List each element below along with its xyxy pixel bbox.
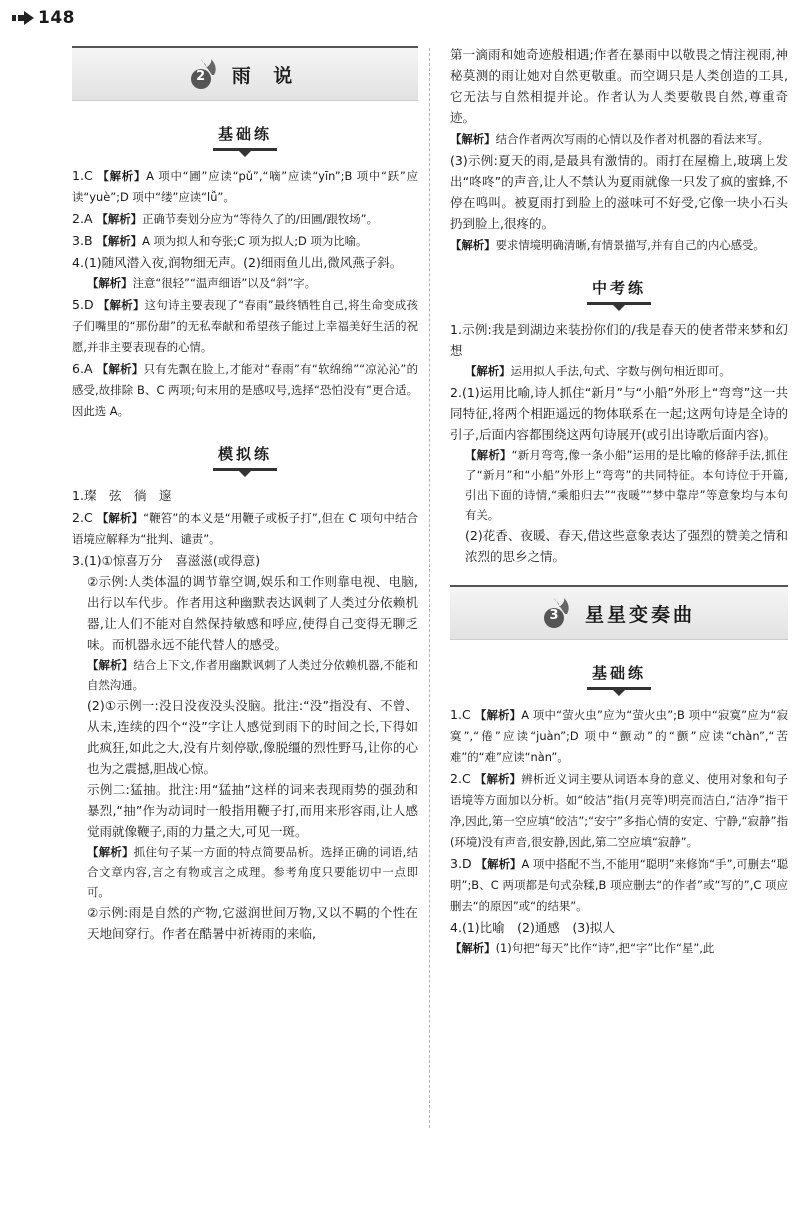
answer-item: 1.C 【解析】A 项中“萤火虫”应为“萤火虫”;B 项中“寂寞”应为“寂寞”,“倦”应读“juàn”;D 项中“颤动”的“颤”应读“chàn”,“苦难”的“难”应读“nàn”。 (450, 707, 788, 764)
answer-item: 1.示例:我是到湖边来装扮你们的/我是春天的使者带来梦和幻想 【解析】运用拟人手法,句式、字数与例句相近即可。 (450, 319, 788, 381)
section-title: 雨 说 (231, 64, 301, 87)
answer-paragraph: (2)①示例一:没日没夜没头没脑。批注:“没”指没有、不曾、从未,连续的四个“没”字让人感觉到雨下的时间之长,下得如此疯狂,如此之大,没有片刻停歇,像脱缰的烈性野马,让你的心也为之震撼,胆战心惊。 (87, 698, 418, 776)
sub-header-label: 中考练 (591, 279, 646, 297)
page-number-text: 148 (38, 8, 75, 28)
answer-item: 3.B 【解析】A 项为拟人和夸张;C 项为拟人;D 项为比喻。 (72, 233, 368, 248)
answer-paragraph: (2)花香、夜暖、春天,借这些意象表达了强烈的赞美之情和浓烈的思乡之情。 (465, 528, 788, 564)
answer-paragraph: ②示例:雨是自然的产物,它滋润世间万物,又以不羁的个性在天地间穿行。作者在酷暑中祈祷雨的来临, (87, 905, 418, 941)
answer-item: 2.C 【解析】辨析近义词主要从词语本身的意义、使用对象和句子语境等方面加以分析。如“皎洁”指(月亮等)明亮而洁白,“洁净”指干净,因此,第一空应填“皎洁”;“安宁”多指心情的安定、宁静,“寂静”指(环境)没有声音,很安静,因此,第二空应填“寂静”。 (450, 771, 788, 849)
answer-item: 4.(1)比喻 (2)通感 (3)拟人 【解析】(1)句把“每天”比作“诗”,把“字”比作“星”,此 (450, 917, 788, 958)
explanation: 【解析】注意“很轻”“温声细语”以及“斜”字。 (87, 276, 317, 290)
answer-item: 6.A 【解析】只有先飘在脸上,才能对“春雨”有“软绵绵”“凉沁沁”的感受,故排除 B、C 两项;句末用的是感叹号,选择“恐怕没有”更合适。因此选 A。 (72, 361, 418, 418)
answer-item: 2.(1)运用比喻,诗人抓住“新月”与“小船”外形上“弯弯”这一共同特征,将两个相距遥远的物体联系在一起;这两句诗是全诗的引子,后面内容都围绕这两句诗展开(或引出诗歌后面内容)。 【解析】“新月弯弯,像一条小船”运用的是比喻的修辞手法,抓住了“新月”和“小船”外形上“弯弯”的共同特征。本句诗位于开篇,引出下面的诗情,“乘船归去”“夜暖”“梦中靠岸”等意象均与本句有关。 (2)花香、夜暖、春天,借这些意象表达了强烈的赞美之情和浓烈的思乡之情。 (450, 382, 788, 567)
sub-header-jichu (450, 662, 788, 690)
section-header-2 (72, 46, 418, 101)
section-header-3 (450, 585, 788, 640)
answer-item: 1.C 【解析】A 项中“圃”应读“pǔ”,“嘀”应读“yīn”;B 项中“跃”应读“yuè”;D 项中“缕”应读“lǚ”。 (72, 168, 418, 204)
answer-item: 3.(1)①惊喜万分 喜滋滋(或得意) ②示例:人类体温的调节靠空调,娱乐和工作则靠电视、电脑,出行以车代步。作者用这种幽默表达讽刺了人类过分依赖机器,让人们不能对自然保持敏感和呼应,使得自己变得无聊乏味。而机器永远不能代替人的感受。 【解析】结合上下文,作者用幽默讽刺了人类过分依赖机器,不能和自然沟通。 (2)①示例一:没日没夜没头没脑。批注:“没”指没有、不曾、从未,连续的四个“没”字让人感觉到雨下的时间之长,下得如此疯狂,如此之大,没有片刻停歇,像脱缰的烈性野马,让你的心也为之震撼,胆战心惊。 示例二:猛抽。批注:用“猛抽”这样的词来表现雨势的强劲和暴烈,“抽”作为动词时一般指用鞭子打,而用来形容雨,让人感觉雨就像鞭子,雨的力量之大,可见一斑。 【解析】抓住句子某一方面的特点简要品析。选择正确的词语,结合文章内容,言之有物或言之成理。参考角度只要能切中一点即可。 ②示例:雨是自然的产物,它滋润世间万物,又以不羁的个性在天地间穿行。作者在酷暑中祈祷雨的来临, (72, 550, 418, 944)
answer-item: 3.D 【解析】A 项中搭配不当,不能用“聪明”来修饰“手”,可删去“聪明”;B、C 两项都是句式杂糅,B 项应删去“的作者”或“写的”,C 项应删去“的原因”或“的结果”。 (450, 856, 788, 913)
sub-header-label: 基础练 (217, 125, 272, 143)
right-column (450, 44, 788, 959)
explanation: 【解析】(1)句把“每天”比作“诗”,把“字”比作“星”,此 (450, 941, 715, 955)
answer-item: 2.A 【解析】正确节奏划分应为“等待久了的/田圃/跟牧场”。 (72, 211, 378, 226)
sub-header-marker (213, 468, 277, 471)
section-badge: 2 (190, 57, 220, 91)
sub-header-jichu (72, 123, 418, 151)
answer-item: 4.(1)随风潜入夜,润物细无声。(2)细雨鱼儿出,微风燕子斜。 【解析】注意“很轻”“温声细语”以及“斜”字。 (72, 252, 418, 293)
sub-header-marker (587, 302, 651, 305)
answer-paragraph: 示例二:猛抽。批注:用“猛抽”这样的词来表现雨势的强劲和暴烈,“抽”作为动词时一般指用鞭子打,而用来形容雨,让人感觉雨就像鞭子,雨的力量之大,可见一斑。 (87, 782, 418, 839)
answer-item: 2.C 【解析】“鞭笞”的本义是“用鞭子或板子打”,但在 C 项句中结合语境应解释为“批判、谴责”。 (72, 510, 418, 546)
answer-paragraph: 第一滴雨和她奇迹般相遇;作者在暴雨中以敬畏之情注视雨,神秘莫测的雨让她对自然更敬重。而空调只是人类创造的工具,它无法与自然相提并论。作者认为人类要敬畏自然,尊重奇迹。 (450, 47, 788, 125)
sub-header-marker (213, 148, 277, 151)
explanation: 【解析】运用拟人手法,句式、字数与例句相近即可。 (465, 364, 731, 378)
explanation: 【解析】抓住句子某一方面的特点简要品析。选择正确的词语,结合文章内容,言之有物或言之成理。参考角度只要能切中一点即可。 (87, 845, 418, 899)
answer-paragraph: (3)示例:夏天的雨,是最具有激情的。雨打在屋檐上,玻璃上发出“咚咚”的声音,让人不禁认为夏雨就像一只发了疯的蜜蜂,不停在鸣叫。被夏雨打到脸上的滋味可不好受,它像一块小石头扔到脸上,很疼的。 (450, 153, 788, 231)
explanation: 【解析】要求情境明确清晰,有情景描写,并有自己的内心感受。 (450, 238, 765, 252)
left-column (72, 46, 418, 945)
sub-header-label: 模拟练 (217, 445, 272, 463)
answer-item: 5.D 【解析】这句诗主要表现了“春雨”最终牺牲自己,将生命变成孩子们嘴里的“那份甜”的无私奉献和希望孩子能过上幸福美好生活的祝愿,并非主要表现春的心情。 (72, 297, 418, 354)
explanation: 【解析】结合上下文,作者用幽默讽刺了人类过分依赖机器,不能和自然沟通。 (87, 658, 418, 692)
column-divider (429, 48, 430, 1128)
page-number (12, 6, 75, 30)
sub-header-label: 基础练 (591, 664, 646, 682)
sub-header-marker (587, 687, 651, 690)
explanation: 【解析】结合作者两次写雨的心情以及作者对机器的看法来写。 (450, 132, 769, 146)
answer-item: 1.璨 弦 徜 邃 (72, 488, 172, 503)
section-badge: 3 (543, 596, 573, 630)
section-title: 星星变奏曲 (584, 603, 695, 626)
answer-paragraph: ②示例:人类体温的调节靠空调,娱乐和工作则靠电视、电脑,出行以车代步。作者用这种幽默表达讽刺了人类过分依赖机器,让人们不能对自然保持敏感和呼应,使得自己变得无聊乏味。而机器永远不能代替人的感受。 (87, 574, 418, 652)
sub-header-moni (72, 443, 418, 471)
arrow-icon (12, 11, 34, 25)
explanation: 【解析】“新月弯弯,像一条小船”运用的是比喻的修辞手法,抓住了“新月”和“小船”外形上“弯弯”的共同特征。本句诗位于开篇,引出下面的诗情,“乘船归去”“夜暖”“梦中靠岸”等意象均与本句有关。 (465, 448, 788, 522)
sub-header-zhongkao (450, 277, 788, 305)
